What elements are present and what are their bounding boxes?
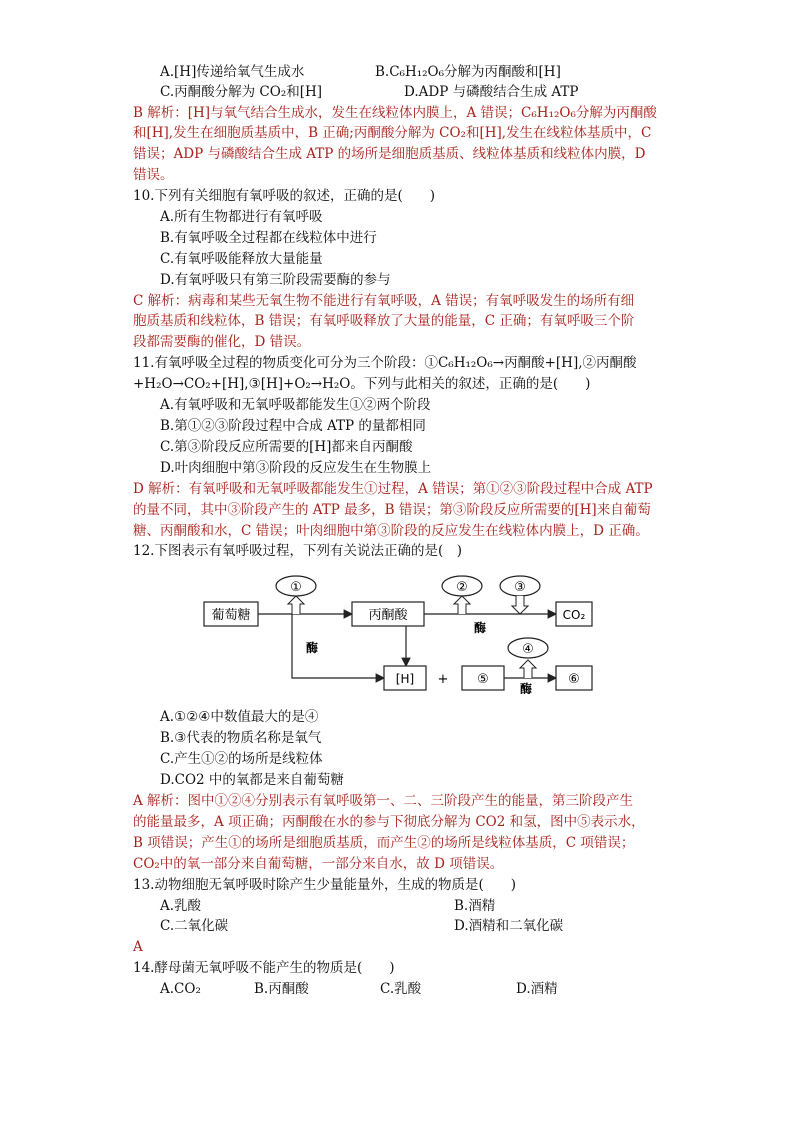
q9-option-a: A.[H]传递给氧气生成水: [160, 64, 305, 80]
q10-option-d: D.有氧呼吸只有第三阶段需要酶的参与: [160, 272, 391, 288]
q12-option-d: D.CO2 中的氧都是来自葡萄糖: [160, 772, 344, 788]
q9-option-b: B.C₆H₁₂O₆分解为丙酮酸和[H]: [375, 64, 561, 80]
q9-analysis-line: 和[H],发生在细胞质基质中，B 正确;丙酮酸分解为 CO₂和[H],发生在线粒体基质中，C: [133, 125, 652, 141]
hollow-arrow-up-4: [520, 660, 536, 678]
q10-option-c: C.有氧呼吸能释放大量能量: [160, 251, 323, 267]
q14-option-d: D.酒精: [516, 981, 558, 997]
q13-answer: A: [133, 939, 143, 955]
substance-5-label: ⑤: [477, 672, 489, 687]
q14-stem: 14.酵母菌无氧呼吸不能产生的物质是( ): [133, 960, 395, 976]
q13-option-c: C.二氧化碳: [160, 918, 229, 934]
q9-option-c: C.丙酮酸分解为 CO₂和[H]: [160, 84, 323, 100]
substance-6-label: ⑥: [568, 672, 580, 687]
q12-analysis-line: 的能量最多，A 项正确；丙酮酸在水的参与下彻底分解为 CO2 和氢，图中⑤表示水，: [133, 814, 645, 830]
aerobic-respiration-diagram: [200, 572, 600, 694]
q9-analysis-line: 错误；ADP 与磷酸结合生成 ATP 的场所是细胞质基质、线粒体基质和线粒体内膜，D: [133, 146, 646, 162]
q11-option-d: D.叶肉细胞中第③阶段的反应发生在生物膜上: [160, 460, 432, 476]
q9-option-d: D.ADP 与磷酸结合生成 ATP: [404, 84, 579, 100]
enzyme-label-1: 酶: [306, 641, 319, 655]
q10-stem: 10.下列有关细胞有氧呼吸的叙述，正确的是( ): [133, 188, 436, 204]
substance-3-label: ③: [514, 580, 526, 595]
q10-option-b: B.有氧呼吸全过程都在线粒体中进行: [160, 230, 377, 246]
q11-option-c: C.第③阶段反应所需要的[H]都来自丙酮酸: [160, 439, 413, 455]
q9-analysis-line: 错误。: [133, 167, 174, 183]
energy-2-label: ②: [456, 580, 468, 595]
hollow-arrow-up-1: [288, 596, 304, 614]
hollow-arrow-up-2: [454, 596, 470, 614]
q10-analysis-line: C 解析：病毒和某些无氧生物不能进行有氧呼吸，A 错误；有氧呼吸发生的场所有细: [133, 293, 635, 309]
enzyme-label-3: 酶: [519, 682, 533, 694]
glucose-label: 葡萄糖: [211, 608, 251, 623]
energy-4-label: ④: [522, 642, 534, 657]
q12-stem: 12.下图表示有氧呼吸过程，下列有关说法正确的是( ): [133, 543, 463, 559]
q12-option-a: A.①②④中数值最大的是④: [160, 709, 319, 725]
q11-analysis-line: 的量不同，其中③阶段产生的 ATP 最多，B 错误；第③阶段反应所需要的[H]来自葡萄: [133, 502, 651, 518]
q11-analysis-line: 糖、丙酮酸和水，C 错误；叶肉细胞中第③阶段的反应发生在线粒体内膜上，D 正确。: [133, 523, 649, 539]
enzyme-label-2: 酶: [473, 621, 487, 635]
q11-stem-line2: +H₂O→CO₂+[H],③[H]+O₂→H₂O。下列与此相关的叙述，正确的是( ): [133, 376, 591, 392]
hollow-arrow-down-3: [512, 596, 528, 614]
q11-option-b: B.第①②③阶段过程中合成 ATP 的量都相同: [160, 418, 426, 434]
q13-option-a: A.乳酸: [160, 898, 202, 914]
q11-stem-line1: 11.有氧呼吸全过程的物质变化可分为三个阶段：①C₆H₁₂O₆→丙酮酸+[H],②丙酮酸: [133, 355, 637, 371]
q13-stem: 13.动物细胞无氧呼吸时除产生少量能量外，生成的物质是( ): [133, 877, 517, 893]
q12-option-b: B.③代表的物质名称是氧气: [160, 730, 322, 746]
plus-sign: +: [437, 672, 449, 687]
energy-1-label: ①: [290, 580, 302, 595]
q10-analysis-line: 段都需要酶的催化，D 错误。: [133, 334, 311, 350]
h-label: [H]: [395, 672, 415, 686]
q12-option-c: C.产生①②的场所是线粒体: [160, 751, 323, 767]
q12-analysis-line: B 项错误；产生①的场所是细胞质基质，而产生②的场所是线粒体基质，C 项错误；: [133, 835, 635, 851]
pyruvate-label: 丙酮酸: [368, 608, 408, 623]
q13-option-b: B.酒精: [454, 898, 496, 914]
q14-option-b: B.丙酮酸: [254, 981, 309, 997]
q12-analysis-line: A 解析：图中①②④分别表示有氧呼吸第一、二、三阶段产生的能量，第三阶段产生: [133, 793, 634, 809]
q13-option-d: D.酒精和二氧化碳: [454, 918, 564, 934]
q14-option-a: A.CO₂: [160, 981, 201, 997]
q10-option-a: A.所有生物都进行有氧呼吸: [160, 209, 323, 225]
q11-analysis-line: D 解析：有氧呼吸和无氧呼吸都能发生①过程，A 错误；第①②③阶段过程中合成 ATP: [133, 481, 653, 497]
co2-label: CO₂: [562, 608, 586, 622]
q12-analysis-line: CO₂中的氧一部分来自葡萄糖，一部分来自水，故 D 项错误。: [133, 856, 504, 872]
q11-option-a: A.有氧呼吸和无氧呼吸都能发生①②两个阶段: [160, 397, 431, 413]
q9-analysis-line: B 解析：[H]与氧气结合生成水，发生在线粒体内膜上，A 错误；C₆H₁₂O₆分解为丙酮酸: [133, 105, 657, 121]
q10-analysis-line: 胞质基质和线粒体，B 错误；有氧呼吸释放了大量的能量，C 正确；有氧呼吸三个阶: [133, 313, 635, 329]
q14-option-c: C.乳酸: [380, 981, 422, 997]
